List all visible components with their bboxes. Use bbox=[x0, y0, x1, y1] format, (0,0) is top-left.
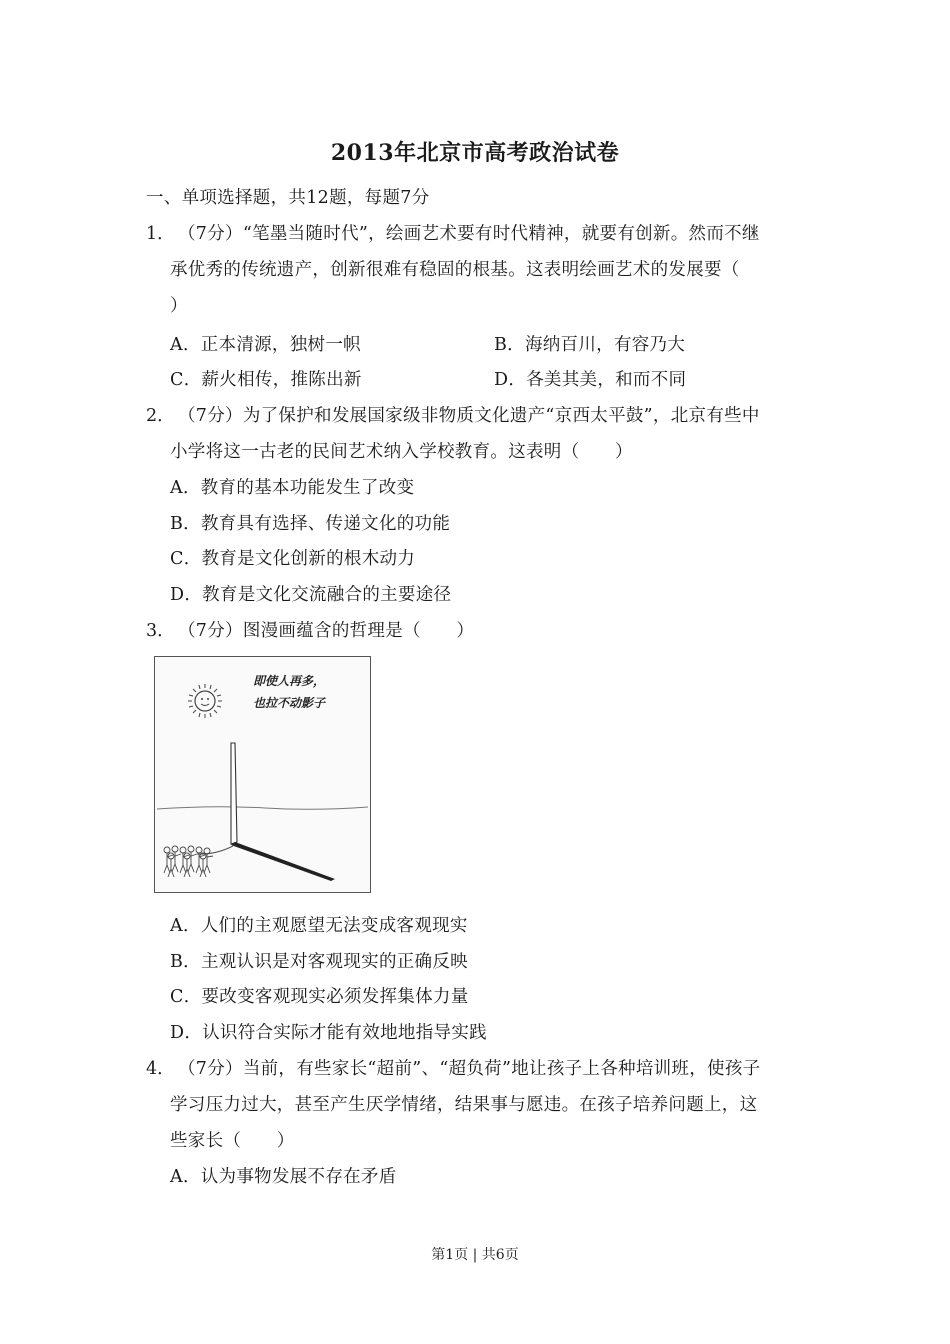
option-a: A．教育的基本功能发生了改变 bbox=[170, 478, 415, 498]
cartoon-caption: 即使人再多， bbox=[253, 674, 326, 688]
option-d: D．教育是文化交流融合的主要途径 bbox=[170, 585, 452, 605]
question-text-line: （7分）图漫画蕴含的哲理是（ ） bbox=[178, 621, 475, 641]
cartoon-image bbox=[154, 656, 371, 893]
option-c: C．教育是文化创新的根木动力 bbox=[170, 549, 416, 569]
option-b: B．海纳百川，有容乃大 bbox=[494, 335, 686, 355]
option-a: A．人们的主观愿望无法变成客观现实 bbox=[170, 916, 468, 936]
question-number: 2． bbox=[146, 406, 175, 426]
option-b: B．主观认识是对客观现实的正确反映 bbox=[170, 952, 468, 972]
question-number: 1． bbox=[146, 224, 175, 244]
cartoon-caption: 也拉不动影子 bbox=[253, 696, 326, 710]
section-heading: 一、单项选择题，共12题，每题7分 bbox=[146, 188, 430, 208]
question-number: 3． bbox=[146, 621, 175, 641]
question-text-line: （7分）为了保护和发展国家级非物质文化遗产“京西太平鼓”，北京有些中 bbox=[178, 406, 760, 426]
option-b: B．教育具有选择、传递文化的功能 bbox=[170, 514, 451, 534]
crowd-figures bbox=[164, 846, 213, 877]
page-title: 2013年北京市高考政治试卷 bbox=[330, 140, 620, 166]
option-a: A．正本清源，独树一帜 bbox=[170, 335, 361, 355]
question-text-line: 些家长（ ） bbox=[170, 1131, 295, 1151]
question-text-line: 承优秀的传统遗产，创新很难有稳固的根基。这表明绘画艺术的发展要（ bbox=[170, 260, 740, 280]
question-text-line: 小学将这一古老的民间艺术纳入学校教育。这表明（ ） bbox=[170, 442, 633, 462]
page-footer: 第1页 | 共6页 bbox=[431, 1247, 519, 1263]
sun-icon bbox=[188, 684, 222, 718]
option-c: C．要改变客观现实必须发挥集体力量 bbox=[170, 987, 469, 1007]
option-a: A．认为事物发展不存在矛盾 bbox=[170, 1167, 397, 1187]
option-c: C．薪火相传，推陈出新 bbox=[170, 370, 362, 390]
option-d: D．认识符合实际才能有效地地指导实践 bbox=[170, 1023, 487, 1043]
question-text-line: ） bbox=[170, 296, 188, 316]
question-number: 4． bbox=[146, 1059, 175, 1079]
question-text-line: （7分）当前，有些家长“超前”、“超负荷”地让孩子上各种培训班，使孩子 bbox=[178, 1059, 761, 1079]
question-text-line: （7分）“笔墨当随时代”，绘画艺术要有时代精神，就要有创新。然而不继 bbox=[178, 224, 760, 244]
option-d: D．各美其美，和而不同 bbox=[494, 370, 687, 390]
question-text-line: 学习压力过大，甚至产生厌学情绪，结果事与愿违。在孩子培养问题上，这 bbox=[170, 1095, 758, 1115]
